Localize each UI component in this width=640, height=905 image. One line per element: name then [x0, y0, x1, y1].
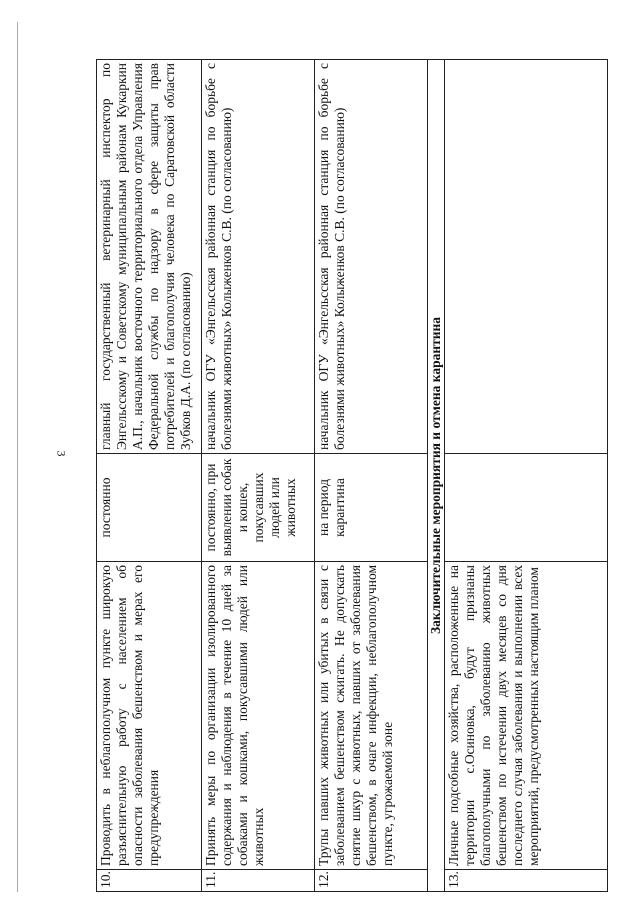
deadline-cell: на период карантина [315, 454, 428, 562]
deadline-cell [445, 454, 608, 562]
row-number: 13. [445, 870, 608, 892]
action-cell: Принять меры по организации изолированного содержания и наблюдения в течение 10 дней за собаками и кошками, покусавшими людей или животных [202, 562, 315, 870]
table-row [445, 60, 608, 892]
row-number: 11. [202, 870, 315, 892]
responsible-cell: начальник ОГУ «Энгельсская районная станция по борьбе с болезнями животных» Колыженков С.В. (по согласованию) [202, 60, 315, 454]
responsible-cell [445, 60, 608, 454]
row-number: 12. [315, 870, 428, 892]
responsible-cell: начальник ОГУ «Энгельсская районная станция по борьбе с болезнями животных» Колыженков С.В. (по согласованию) [315, 60, 428, 454]
table-row [202, 60, 315, 892]
table-row [315, 60, 428, 892]
action-cell: Проводить в неблагополучном пункте широкую разъяснительную работу с населением об опасности заболевания бешенством и мерах его предупреждения [97, 562, 202, 870]
responsible-cell: главный государственный ветеринарный инспектор по Энгельсскому и Советскому муниципальным районам Кукаркин А.П., начальник восточного территориального отдела Управления Федеральной службы по надзору в сфере защиты прав потребителей и благополучия человека по Саратовской области Зубков Д.А. (по согласованию) [97, 60, 202, 454]
measures-table [96, 59, 608, 892]
deadline-cell: постоянно, при выявлении собак и кошек, покусавших людей или животных [202, 454, 315, 562]
rotated-table-container [96, 60, 618, 892]
action-cell: Трупы павших животных или убитых в связи с заболеванием бешенством сжигать. Не допускать снятие шкур с животных, павших от заболевания бешенством, в очаге инфекции, неблагополучном пункте, угрожаемой зоне [315, 562, 428, 870]
row-number: 10. [97, 870, 202, 892]
section-title: Заключительные мероприятия и отмена карантина [428, 60, 445, 892]
section-header-row [428, 60, 445, 892]
deadline-cell: постоянно [97, 454, 202, 562]
left-margin-line [17, 22, 18, 892]
action-cell: Личные подсобные хозяйства, расположенные на территории с.Осиновка, будут признаны благополучными по заболеванию животных бешенством по истечении двух месяцев со дня последнего случая заболевания и выполнении всех мероприятий, предусмотренных настоящим планом [445, 562, 608, 870]
table-row [97, 60, 202, 892]
page-number: 3 [54, 450, 69, 457]
